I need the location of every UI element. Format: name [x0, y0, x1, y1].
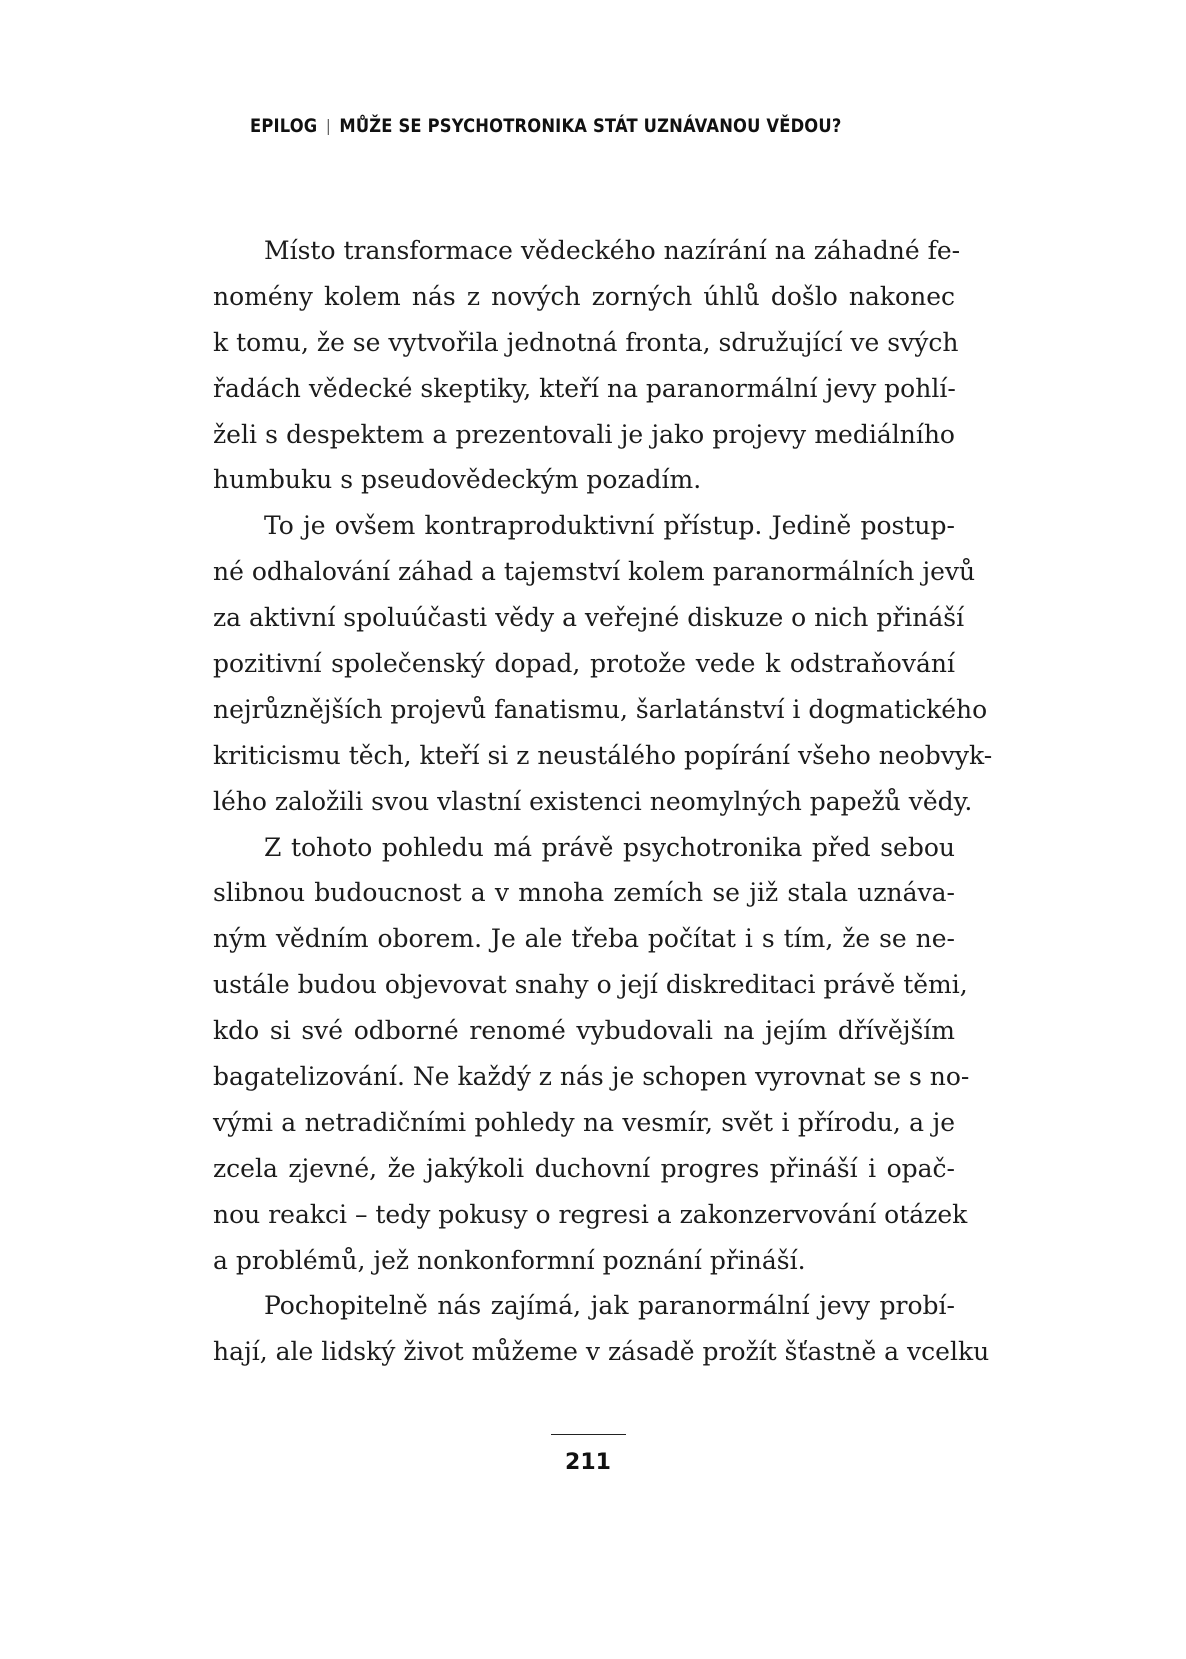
text-line: nejrůznějších projevů fanatismu, šarlatánství i dogmatického — [213, 694, 988, 724]
text-line: né odhalování záhad a tajemství kolem paranormálních jevů — [213, 557, 976, 587]
text-line: vými a netradičními pohledy na vesmír, svět i přírodu, a je — [213, 1107, 955, 1137]
text-line: k tomu, že se vytvořila jednotná fronta, sdružující ve svých — [213, 327, 959, 357]
text-line: želi s despektem a prezentovali je jako projevy mediálního — [213, 419, 955, 449]
text-line: bagatelizování. Ne každý z nás je schopen vyrovnat se s no- — [213, 1062, 970, 1092]
text-line: za aktivní spoluúčasti vědy a veřejné diskuze o nich přináší — [213, 603, 965, 633]
text-line: pozitivní společenský dopad, protože vede k odstraňování — [213, 649, 955, 679]
text-line: zcela zjevné, že jakýkoli duchovní progres přináší i opač- — [213, 1153, 955, 1183]
text-line: slibnou budoucnost a v mnoha zemích se již stala uznáva- — [213, 878, 955, 908]
text-line: Pochopitelně nás zajímá, jak paranormální jevy probí- — [264, 1291, 955, 1321]
page-number: 211 — [565, 1450, 611, 1475]
running-head — [250, 115, 842, 137]
text-line: kdo si své odborné renomé vybudovali na jejím dřívějším — [213, 1016, 955, 1046]
text-line: Místo transformace vědeckého nazírání na záhadné fe- — [264, 236, 961, 265]
text-line: lého založili svou vlastní existenci neomylných papežů vědy. — [213, 786, 973, 816]
folio-rule — [551, 1434, 626, 1435]
text-line: nou reakci – tedy pokusy o regresi a zakonzervování otázek — [213, 1199, 968, 1229]
text-line: a problémů, jež nonkonformní poznání přináší. — [213, 1245, 806, 1275]
text-line: ným vědním oborem. Je ale třeba počítat i s tím, že se ne- — [213, 924, 955, 954]
body-text — [213, 228, 993, 1375]
text-line: ustále budou objevovat snahy o její diskreditaci právě těmi, — [213, 970, 968, 1000]
running-head-chapter-title: MŮŽE SE PSYCHOTRONIKA STÁT UZNÁVANOU VĚDOU? — [339, 115, 842, 137]
running-head-separator: | — [325, 116, 331, 135]
text-line: hají, ale lidský život můžeme v zásadě prožít šťastně a vcelku — [213, 1337, 990, 1367]
text-line: humbuku s pseudovědeckým pozadím. — [213, 465, 702, 495]
text-line: řadách vědecké skeptiky, kteří na paranormální jevy pohlí- — [213, 373, 956, 403]
text-line: To je ovšem kontraproduktivní přístup. Jedině postup- — [264, 511, 955, 541]
text-line: nomény kolem nás z nových zorných úhlů došlo nakonec — [213, 281, 955, 311]
text-line: kriticismu těch, kteří si z neustálého popírání všeho neobvyk- — [213, 740, 993, 770]
text-line: Z tohoto pohledu má právě psychotronika před sebou — [264, 832, 955, 862]
running-head-section: EPILOG — [250, 115, 318, 137]
